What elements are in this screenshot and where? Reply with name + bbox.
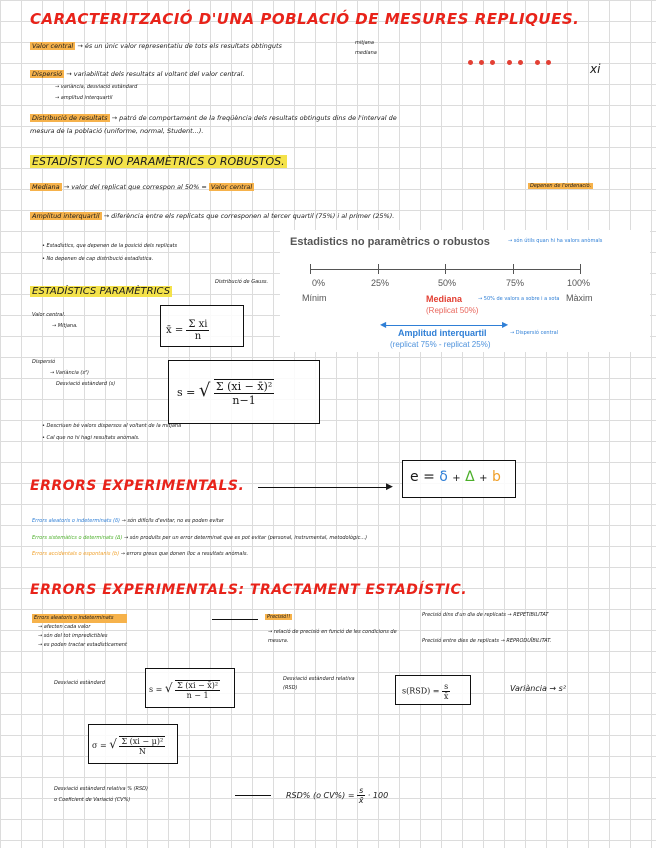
diagram-iqr-sub: (replicat 75% - replicat 25%)	[390, 340, 491, 349]
variancia-note: Variància → s²	[510, 684, 567, 693]
error-equation-box	[402, 460, 516, 498]
valor-central-label: Valor central	[32, 42, 74, 50]
option-mitjana: mitjana	[355, 40, 374, 46]
desv-est-label: Desviació estàndard	[54, 680, 106, 686]
depenen-note-text: Depenen de l'ordenació.	[530, 183, 592, 189]
error-label: Errors sistemàtics o determinats (Δ)	[32, 535, 123, 541]
dot	[518, 60, 523, 65]
dot	[546, 60, 551, 65]
mediana-highlight: Valor central	[210, 183, 253, 191]
depenen-note	[528, 183, 608, 189]
dispersio-label: Dispersió	[32, 70, 63, 78]
error-line-accidentals	[32, 551, 248, 557]
bullet: • No depenen de cap distribució estadística.	[42, 256, 154, 262]
rsd-label: Desviació estàndard relativa (RSD)	[283, 676, 355, 691]
dispersio-sub-item: → variància, desviació estàndard	[55, 84, 138, 90]
diagram-mediana-sub: (Replicat 50%)	[426, 306, 479, 315]
arrow-line	[212, 619, 258, 620]
dot	[490, 60, 495, 65]
arrow-head: ▶	[386, 482, 393, 492]
tick-label-0: 0%	[312, 278, 326, 288]
dispersio-block	[32, 357, 115, 390]
rsd-pct-block	[54, 784, 148, 806]
tick	[580, 264, 581, 274]
amplitud-label: Amplitud interquartil	[32, 212, 100, 220]
mediana-text: → valor del replicat que correspon al 50% =	[63, 183, 207, 191]
option-mediana: mediana	[355, 50, 377, 56]
section5-title: ERRORS EXPERIMENTALS: TRACTAMENT ESTADÍSTIC.	[30, 582, 468, 598]
valor-central-text: → és un únic valor representatiu de tots els resultats obtinguts	[77, 42, 282, 50]
sigma-formula-box	[88, 724, 178, 764]
mean-formula: x̄ = $\frac{\text{Σ xi}}{n}$	[166, 319, 208, 342]
error-label: Errors aleatoris o indeterminats (δ)	[32, 518, 120, 524]
dispersio-line	[30, 70, 245, 78]
iqr-arrow-right: ▶	[502, 320, 509, 329]
note: • Descriuen bé valors dispersos al voltant de la mitjana	[42, 423, 182, 429]
dot	[535, 60, 540, 65]
robust-stats-diagram	[280, 230, 650, 352]
s-formula: s = √ $\frac{\text{Σ (xi − x̄)²}}{n - 1}$	[149, 681, 219, 700]
arrow-line	[258, 487, 390, 488]
reproduibilitat: Precisió entre dies de replicats → REPRODUÏBILITAT.	[422, 638, 552, 644]
diagram-title-note: → són útils quan hi ha valors anòmals	[508, 238, 603, 244]
bullet: • Estadístics, que depenen de la posició dels replicats	[42, 243, 178, 249]
sd-formula: s = √ $\frac{\text{Σ (xi − x̄)²}}{n-1}$	[177, 380, 273, 407]
s-formula-box	[145, 668, 235, 708]
valor-central-block	[32, 310, 78, 332]
valor-central-line	[30, 42, 282, 50]
mitjana: → Mitjana.	[52, 323, 78, 329]
rsd-formula-box	[395, 675, 471, 705]
section3-title	[30, 286, 172, 297]
section3-notes	[42, 420, 181, 444]
iqr-arrow	[384, 325, 506, 326]
aleatoris-item: → es poden tractar estadísticament	[38, 642, 127, 648]
amplitud-line	[30, 212, 394, 220]
rsd-pct-formula: RSD% (o CV%) = $\frac{s}{x̄}$ · 100	[286, 786, 389, 805]
section2-title-text: ESTADÍSTICS NO PARAMÈTRICS O ROBUSTOS.	[32, 155, 285, 168]
error-equation: e = δ + Δ + b	[410, 469, 501, 485]
precisio-label: Precisió!!	[267, 614, 291, 620]
dispersio-sub-item: → amplitud interquartil	[55, 95, 113, 101]
aleatoris-item: → són del tot impredictibles	[38, 633, 108, 639]
aleatoris-label: Errors aleatoris o indeterminats	[32, 614, 127, 623]
error-text: → són produïts per un error determinat que es pot evitar (personal, instrumental, metodològic...)	[124, 535, 368, 541]
valor-central: Valor central.	[32, 312, 66, 318]
aleatoris-block	[32, 614, 127, 650]
dot	[479, 60, 484, 65]
section3-title-text: ESTADÍSTICS PARAMÈTRICS	[32, 286, 171, 297]
mediana-label: Mediana	[32, 183, 60, 191]
data-dots	[468, 50, 557, 69]
tick-label-75: 75%	[506, 278, 525, 288]
diagram-iqr-label: Amplitud interquartil	[398, 328, 487, 338]
min-label: Mínim	[302, 293, 327, 303]
diagram-iqr-note: → Dispersió central	[510, 330, 559, 336]
dot	[507, 60, 512, 65]
repetibilitat: Precisió dins d'un dia de replicats → REPETIBILITAT	[422, 612, 549, 618]
tick	[445, 264, 446, 274]
dispersio-text: → variabilitat dels resultats al voltant del valor central.	[66, 70, 245, 78]
max-label: Màxim	[566, 293, 593, 303]
diagram-mediana-note: → 50% de valors a sobre i a sota	[478, 296, 560, 302]
distribucio-line	[30, 114, 397, 122]
distribucio-text2: mesura de la població (uniforme, normal, Student...).	[30, 127, 204, 135]
dispersio-sub	[55, 82, 137, 104]
section4-title: ERRORS EXPERIMENTALS.	[30, 478, 245, 494]
error-text: → són difícils d'evitar, no es poden evitar	[121, 518, 224, 524]
amplitud-text: → diferència entre els replicats que corresponen al tercer quartil (75%) i al primer (25%).	[103, 212, 395, 220]
section2-title	[30, 155, 287, 168]
tick-label-25: 25%	[371, 278, 390, 288]
distribucio-text: → patró de comportament de la freqüència dels resultats obtinguts dins de l'interval de	[111, 114, 397, 122]
precisio-text: → relació de precisió en funció de les condicions de mesura.	[268, 629, 397, 644]
dot	[468, 60, 473, 65]
sigma-formula: σ = √ $\frac{\text{Σ (xi − μ)²}}{N}$	[92, 737, 164, 756]
dispersio: Dispersió	[32, 359, 56, 365]
diagram-mediana-label: Mediana	[426, 294, 463, 304]
diagram-title: Estadistics no paramètrics o robustos	[290, 236, 490, 248]
tick	[378, 264, 379, 274]
arrow-line	[235, 795, 271, 796]
valor-central-options	[355, 38, 377, 58]
mediana-line	[30, 183, 254, 191]
desv-est: Desviació estàndard (s)	[56, 381, 116, 387]
iqr-arrow-left: ◀	[380, 320, 387, 329]
error-line-sistematics	[32, 535, 367, 541]
error-text: → errors greus que donen lloc a resultats anòmals.	[120, 551, 249, 557]
error-line-aleatoris	[32, 518, 224, 524]
tick-label-100: 100%	[567, 278, 591, 288]
distribucio-label: Distribució de resultats	[32, 114, 108, 122]
tick	[310, 264, 311, 274]
aleatoris-item: → afecten cada valor	[38, 624, 91, 630]
error-label: Errors accidentals o espontanis (b)	[32, 551, 120, 557]
dist-note: Distribució de Gauss.	[215, 279, 269, 285]
section1-title: CARACTERITZACIÓ D'UNA POBLACIÓ DE MESURES REPLIQUES.	[30, 10, 580, 28]
section2-bullets	[42, 240, 177, 266]
tick	[513, 264, 514, 274]
variancia: → Variància (s²)	[50, 370, 89, 376]
cv-label: o Coeficient de Variació (CV%)	[54, 797, 131, 803]
note: • Cal que no hi hagi resultats anòmals.	[42, 435, 140, 441]
rsd-formula: s(RSD) = $\frac{s}{x̄}$	[402, 682, 449, 701]
tick-label-50: 50%	[438, 278, 457, 288]
rsd-pct-label: Desviació estàndard relativa % (RSD)	[54, 786, 148, 792]
sd-formula-box	[168, 360, 320, 424]
mean-formula-box	[160, 305, 244, 347]
xi-label: xi	[590, 62, 601, 76]
